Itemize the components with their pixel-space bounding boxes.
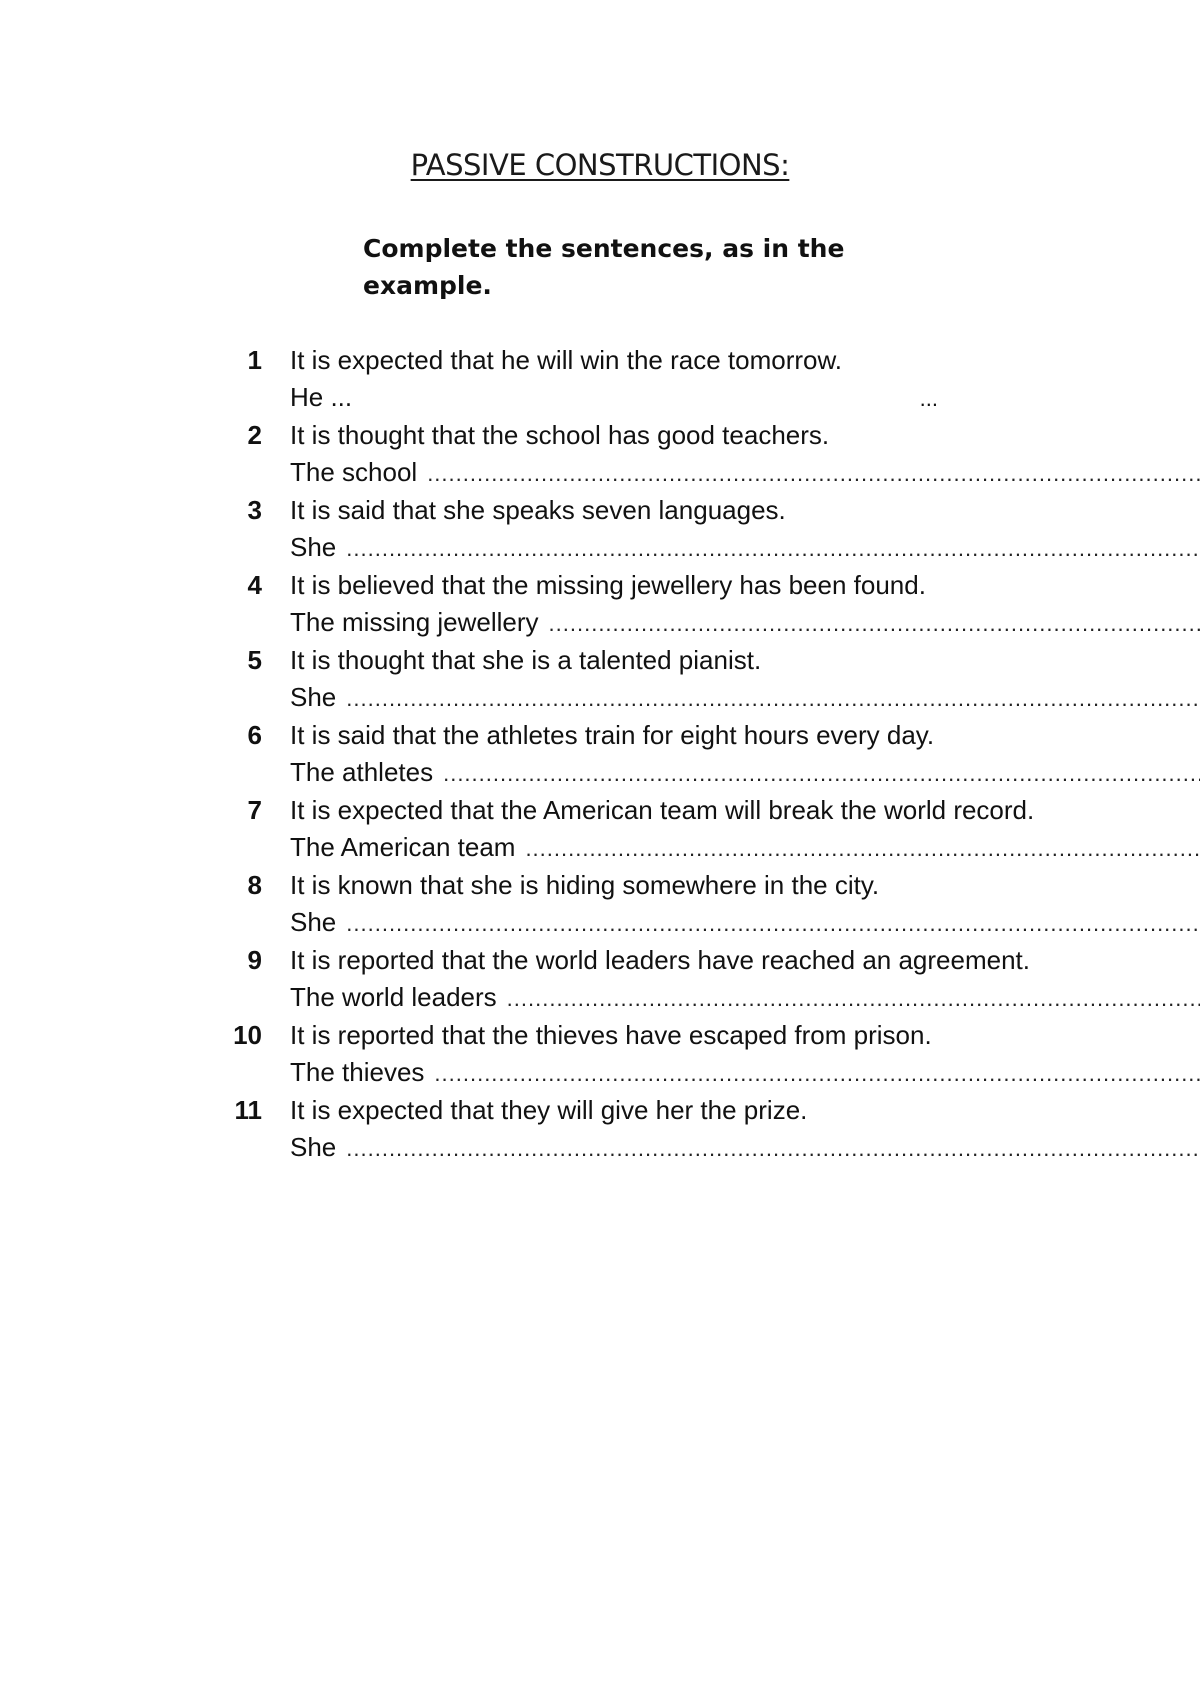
answer-prompt: The school	[290, 456, 418, 487]
exercise-sentence: It is known that she is hiding somewhere in the city.	[290, 870, 880, 900]
exercise-sentence: It is said that she speaks seven languages.	[290, 495, 786, 525]
exercise-sentence: It is expected that they will give her the prize.	[290, 1095, 808, 1125]
exercise-item	[228, 867, 988, 942]
exercise-item	[228, 717, 988, 792]
answer-blank[interactable]	[549, 606, 1200, 643]
answer-prompt: The world leaders	[290, 981, 497, 1012]
exercise-item	[228, 642, 988, 717]
answer-blank[interactable]	[427, 456, 1200, 493]
exercise-sentence: It is believed that the missing jewellery has been found.	[290, 570, 926, 600]
exercise-sentence: It is reported that the thieves have escaped from prison.	[290, 1020, 932, 1050]
answer-line[interactable]	[290, 604, 1200, 643]
answer-blank[interactable]	[346, 531, 1200, 568]
exercise-number: 6	[247, 720, 262, 750]
answer-line[interactable]	[290, 829, 1200, 868]
exercise-number: 3	[247, 495, 262, 525]
exercise-number: 9	[247, 945, 262, 975]
exercise-number: 1	[247, 345, 262, 375]
exercise-number: 10	[233, 1020, 262, 1050]
exercise-item	[228, 792, 1035, 867]
answer-prompt: She	[290, 1131, 337, 1162]
exercise-sentence: It is expected that the American team will break the world record.	[290, 795, 1035, 825]
exercise-sentence: It is thought that the school has good teachers.	[290, 420, 830, 450]
instructions: Complete the sentences, as in the example.	[363, 234, 845, 300]
exercise-sentence: It is expected that he will win the race tomorrow.	[290, 345, 843, 375]
exercise-item	[228, 492, 988, 567]
exercise-item	[228, 342, 988, 417]
answer-blank[interactable]	[346, 1131, 1200, 1168]
exercise-item	[228, 942, 1030, 1017]
exercise-list	[228, 342, 1035, 1167]
answer-line[interactable]	[290, 679, 1200, 718]
answer-prompt: The athletes	[290, 756, 434, 787]
answer-blank[interactable]	[346, 681, 1200, 718]
answer-blank[interactable]	[346, 906, 1200, 943]
exercise-number: 8	[247, 870, 262, 900]
answer-line[interactable]	[290, 904, 1200, 943]
answer-prompt: The thieves	[290, 1056, 425, 1087]
answer-prompt: She	[290, 531, 337, 562]
exercise-sentence: It is reported that the world leaders have reached an agreement.	[290, 945, 1030, 975]
exercise-sentence: It is thought that she is a talented pianist.	[290, 645, 762, 675]
exercise-number: 11	[234, 1095, 262, 1125]
answer-blank[interactable]	[525, 831, 1200, 868]
answer-blank[interactable]	[443, 756, 1200, 793]
exercise-number: 7	[247, 795, 262, 825]
answer-line[interactable]	[290, 529, 1200, 568]
answer-line[interactable]	[290, 454, 1200, 493]
answer-prompt: The missing jewellery	[290, 606, 539, 637]
answer-tail: ...	[919, 385, 938, 411]
exercise-item	[228, 567, 988, 642]
answer-line[interactable]	[290, 1129, 1200, 1168]
exercise-sentence: It is said that the athletes train for eight hours every day.	[290, 720, 935, 750]
answer-blank[interactable]	[434, 1056, 1200, 1093]
answer-prompt: He ...	[290, 381, 353, 412]
exercise-number: 2	[247, 420, 262, 450]
answer-prompt: She	[290, 906, 337, 937]
answer-blank[interactable]	[507, 981, 1200, 1018]
exercise-number: 5	[247, 645, 262, 675]
exercise-item	[228, 1017, 988, 1092]
answer-line[interactable]	[290, 754, 1200, 793]
exercise-item	[228, 417, 988, 492]
answer-prompt: The American team	[290, 831, 516, 862]
exercise-item	[228, 1092, 988, 1167]
exercise-number: 4	[247, 570, 262, 600]
answer-prompt: She	[290, 681, 337, 712]
answer-line[interactable]	[290, 379, 988, 418]
answer-line[interactable]	[290, 1054, 1200, 1093]
page-title: PASSIVE CONSTRUCTIONS:	[410, 148, 790, 182]
answer-line[interactable]	[290, 979, 1200, 1018]
